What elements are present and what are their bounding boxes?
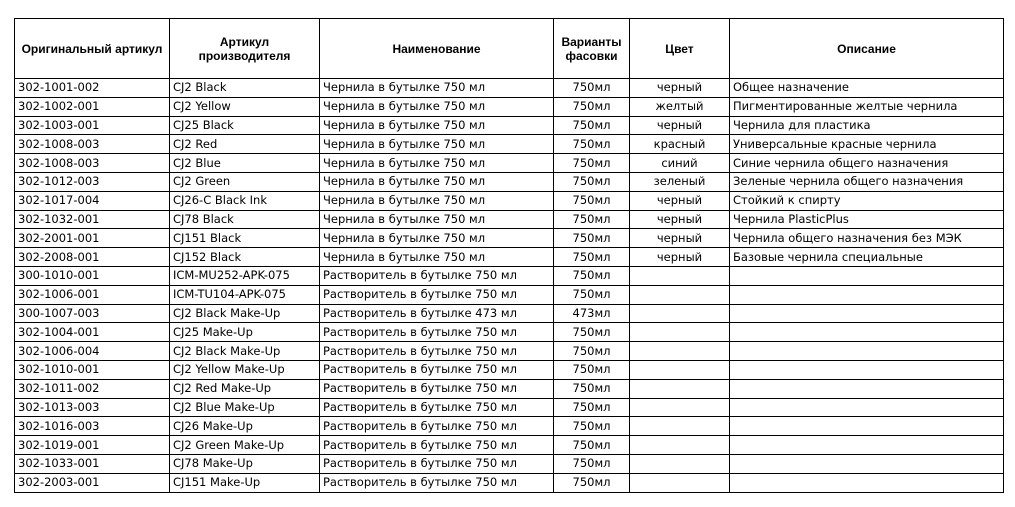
cell-manufacturer-sku: CJ2 Green Make-Up — [170, 436, 320, 455]
table-row — [15, 398, 1004, 417]
cell-color: черный — [630, 229, 730, 248]
cell-manufacturer-sku: ICM-TU104-APK-075 — [170, 285, 320, 304]
table-row — [15, 342, 1004, 361]
cell-manufacturer-sku: CJ2 Black Make-Up — [170, 342, 320, 361]
cell-description — [730, 379, 1004, 398]
cell-color — [630, 379, 730, 398]
cell-packaging: 473мл — [554, 304, 630, 323]
cell-color — [630, 417, 730, 436]
table-row — [15, 323, 1004, 342]
cell-name: Растворитель в бутылке 750 мл — [320, 454, 554, 473]
table-row — [15, 304, 1004, 323]
cell-manufacturer-sku: CJ2 Black — [170, 79, 320, 98]
table-row — [15, 285, 1004, 304]
cell-packaging: 750мл — [554, 172, 630, 191]
header-original-sku: Оригинальный артикул — [15, 19, 170, 79]
cell-packaging: 750мл — [554, 210, 630, 229]
cell-manufacturer-sku: CJ25 Black — [170, 116, 320, 135]
table-row — [15, 154, 1004, 173]
cell-name: Растворитель в бутылке 750 мл — [320, 285, 554, 304]
cell-packaging: 750мл — [554, 360, 630, 379]
cell-original-sku: 302-1004-001 — [15, 323, 170, 342]
cell-original-sku: 302-1012-003 — [15, 172, 170, 191]
cell-description — [730, 304, 1004, 323]
cell-manufacturer-sku: CJ151 Black — [170, 229, 320, 248]
cell-manufacturer-sku: CJ26-C Black Ink — [170, 191, 320, 210]
cell-description — [730, 360, 1004, 379]
product-table — [14, 18, 1004, 493]
table-row — [15, 379, 1004, 398]
cell-description: Чернила для пластика — [730, 116, 1004, 135]
table-row — [15, 436, 1004, 455]
cell-description: Стойкий к спирту — [730, 191, 1004, 210]
cell-name: Чернила в бутылке 750 мл — [320, 116, 554, 135]
table-row — [15, 210, 1004, 229]
cell-packaging: 750мл — [554, 454, 630, 473]
cell-packaging: 750мл — [554, 436, 630, 455]
cell-original-sku: 302-1016-003 — [15, 417, 170, 436]
cell-description — [730, 454, 1004, 473]
table-row — [15, 454, 1004, 473]
cell-color — [630, 342, 730, 361]
cell-name: Чернила в бутылке 750 мл — [320, 191, 554, 210]
cell-description: Синие чернила общего назначения — [730, 154, 1004, 173]
cell-color — [630, 454, 730, 473]
cell-original-sku: 302-1033-001 — [15, 454, 170, 473]
cell-color: черный — [630, 210, 730, 229]
cell-manufacturer-sku: CJ2 Yellow — [170, 97, 320, 116]
header-color: Цвет — [630, 19, 730, 79]
cell-name: Чернила в бутылке 750 мл — [320, 210, 554, 229]
cell-packaging: 750мл — [554, 379, 630, 398]
cell-description — [730, 417, 1004, 436]
cell-packaging: 750мл — [554, 398, 630, 417]
cell-original-sku: 300-1007-003 — [15, 304, 170, 323]
cell-name: Чернила в бутылке 750 мл — [320, 97, 554, 116]
table-row — [15, 229, 1004, 248]
cell-color: черный — [630, 191, 730, 210]
table-row — [15, 266, 1004, 285]
table-row — [15, 116, 1004, 135]
cell-packaging: 750мл — [554, 154, 630, 173]
cell-color: черный — [630, 248, 730, 267]
table-row — [15, 79, 1004, 98]
header-name: Наименование — [320, 19, 554, 79]
cell-name: Растворитель в бутылке 750 мл — [320, 379, 554, 398]
cell-name: Чернила в бутылке 750 мл — [320, 154, 554, 173]
cell-color — [630, 473, 730, 492]
cell-original-sku: 302-1019-001 — [15, 436, 170, 455]
header-manufacturer-sku: Артикул производителя — [170, 19, 320, 79]
cell-manufacturer-sku: CJ2 Blue Make-Up — [170, 398, 320, 417]
cell-description — [730, 266, 1004, 285]
cell-original-sku: 302-1001-002 — [15, 79, 170, 98]
table-row — [15, 360, 1004, 379]
cell-color — [630, 285, 730, 304]
cell-description — [730, 436, 1004, 455]
cell-color: красный — [630, 135, 730, 154]
cell-manufacturer-sku: CJ78 Make-Up — [170, 454, 320, 473]
cell-packaging: 750мл — [554, 342, 630, 361]
cell-description — [730, 473, 1004, 492]
cell-description — [730, 285, 1004, 304]
cell-manufacturer-sku: CJ2 Blue — [170, 154, 320, 173]
cell-packaging: 750мл — [554, 116, 630, 135]
header-description: Описание — [730, 19, 1004, 79]
cell-original-sku: 302-2003-001 — [15, 473, 170, 492]
cell-color — [630, 304, 730, 323]
cell-description: Базовые чернила специальные — [730, 248, 1004, 267]
cell-packaging: 750мл — [554, 135, 630, 154]
cell-packaging: 750мл — [554, 285, 630, 304]
cell-original-sku: 302-1008-003 — [15, 135, 170, 154]
cell-manufacturer-sku: CJ2 Yellow Make-Up — [170, 360, 320, 379]
cell-description: Чернила PlasticPlus — [730, 210, 1004, 229]
table-row — [15, 191, 1004, 210]
cell-name: Растворитель в бутылке 473 мл — [320, 304, 554, 323]
cell-name: Растворитель в бутылке 750 мл — [320, 398, 554, 417]
cell-name: Растворитель в бутылке 750 мл — [320, 342, 554, 361]
cell-name: Чернила в бутылке 750 мл — [320, 229, 554, 248]
cell-description — [730, 323, 1004, 342]
header-packaging: Варианты фасовки — [554, 19, 630, 79]
cell-name: Растворитель в бутылке 750 мл — [320, 473, 554, 492]
cell-manufacturer-sku: ICM-MU252-APK-075 — [170, 266, 320, 285]
table-body — [15, 79, 1004, 493]
cell-color — [630, 436, 730, 455]
cell-description: Чернила общего назначения без МЭК — [730, 229, 1004, 248]
table-row — [15, 473, 1004, 492]
cell-description: Пигментированные желтые чернила — [730, 97, 1004, 116]
cell-manufacturer-sku: CJ25 Make-Up — [170, 323, 320, 342]
cell-manufacturer-sku: CJ152 Black — [170, 248, 320, 267]
cell-name: Чернила в бутылке 750 мл — [320, 172, 554, 191]
cell-color — [630, 360, 730, 379]
cell-original-sku: 302-1013-003 — [15, 398, 170, 417]
cell-original-sku: 302-1006-001 — [15, 285, 170, 304]
cell-packaging: 750мл — [554, 417, 630, 436]
cell-original-sku: 302-1011-002 — [15, 379, 170, 398]
cell-packaging: 750мл — [554, 229, 630, 248]
table-row — [15, 97, 1004, 116]
cell-color: черный — [630, 79, 730, 98]
cell-color — [630, 323, 730, 342]
cell-name: Растворитель в бутылке 750 мл — [320, 360, 554, 379]
cell-name: Растворитель в бутылке 750 мл — [320, 436, 554, 455]
cell-packaging: 750мл — [554, 473, 630, 492]
cell-original-sku: 302-1010-001 — [15, 360, 170, 379]
cell-name: Растворитель в бутылке 750 мл — [320, 417, 554, 436]
cell-packaging: 750мл — [554, 248, 630, 267]
cell-packaging: 750мл — [554, 97, 630, 116]
cell-original-sku: 302-1008-003 — [15, 154, 170, 173]
cell-original-sku: 302-1032-001 — [15, 210, 170, 229]
cell-color — [630, 398, 730, 417]
table-row — [15, 135, 1004, 154]
cell-original-sku: 302-1006-004 — [15, 342, 170, 361]
cell-manufacturer-sku: CJ151 Make-Up — [170, 473, 320, 492]
cell-manufacturer-sku: CJ78 Black — [170, 210, 320, 229]
cell-manufacturer-sku: CJ2 Black Make-Up — [170, 304, 320, 323]
cell-original-sku: 302-2008-001 — [15, 248, 170, 267]
cell-description — [730, 342, 1004, 361]
cell-name: Растворитель в бутылке 750 мл — [320, 266, 554, 285]
cell-original-sku: 302-1003-001 — [15, 116, 170, 135]
cell-name: Растворитель в бутылке 750 мл — [320, 323, 554, 342]
cell-name: Чернила в бутылке 750 мл — [320, 79, 554, 98]
table-row — [15, 417, 1004, 436]
cell-manufacturer-sku: CJ2 Green — [170, 172, 320, 191]
cell-color — [630, 266, 730, 285]
cell-color: желтый — [630, 97, 730, 116]
cell-manufacturer-sku: CJ26 Make-Up — [170, 417, 320, 436]
table-header-row — [15, 19, 1004, 79]
cell-color: зеленый — [630, 172, 730, 191]
cell-name: Чернила в бутылке 750 мл — [320, 248, 554, 267]
table-row — [15, 172, 1004, 191]
cell-description: Зеленые чернила общего назначения — [730, 172, 1004, 191]
cell-original-sku: 302-1017-004 — [15, 191, 170, 210]
cell-original-sku: 302-2001-001 — [15, 229, 170, 248]
cell-description: Общее назначение — [730, 79, 1004, 98]
cell-manufacturer-sku: CJ2 Red Make-Up — [170, 379, 320, 398]
cell-packaging: 750мл — [554, 79, 630, 98]
cell-packaging: 750мл — [554, 266, 630, 285]
cell-original-sku: 302-1002-001 — [15, 97, 170, 116]
table-row — [15, 248, 1004, 267]
cell-packaging: 750мл — [554, 191, 630, 210]
cell-manufacturer-sku: CJ2 Red — [170, 135, 320, 154]
cell-description — [730, 398, 1004, 417]
cell-original-sku: 300-1010-001 — [15, 266, 170, 285]
cell-packaging: 750мл — [554, 323, 630, 342]
cell-name: Чернила в бутылке 750 мл — [320, 135, 554, 154]
cell-color: черный — [630, 116, 730, 135]
cell-color: синий — [630, 154, 730, 173]
cell-description: Универсальные красные чернила — [730, 135, 1004, 154]
